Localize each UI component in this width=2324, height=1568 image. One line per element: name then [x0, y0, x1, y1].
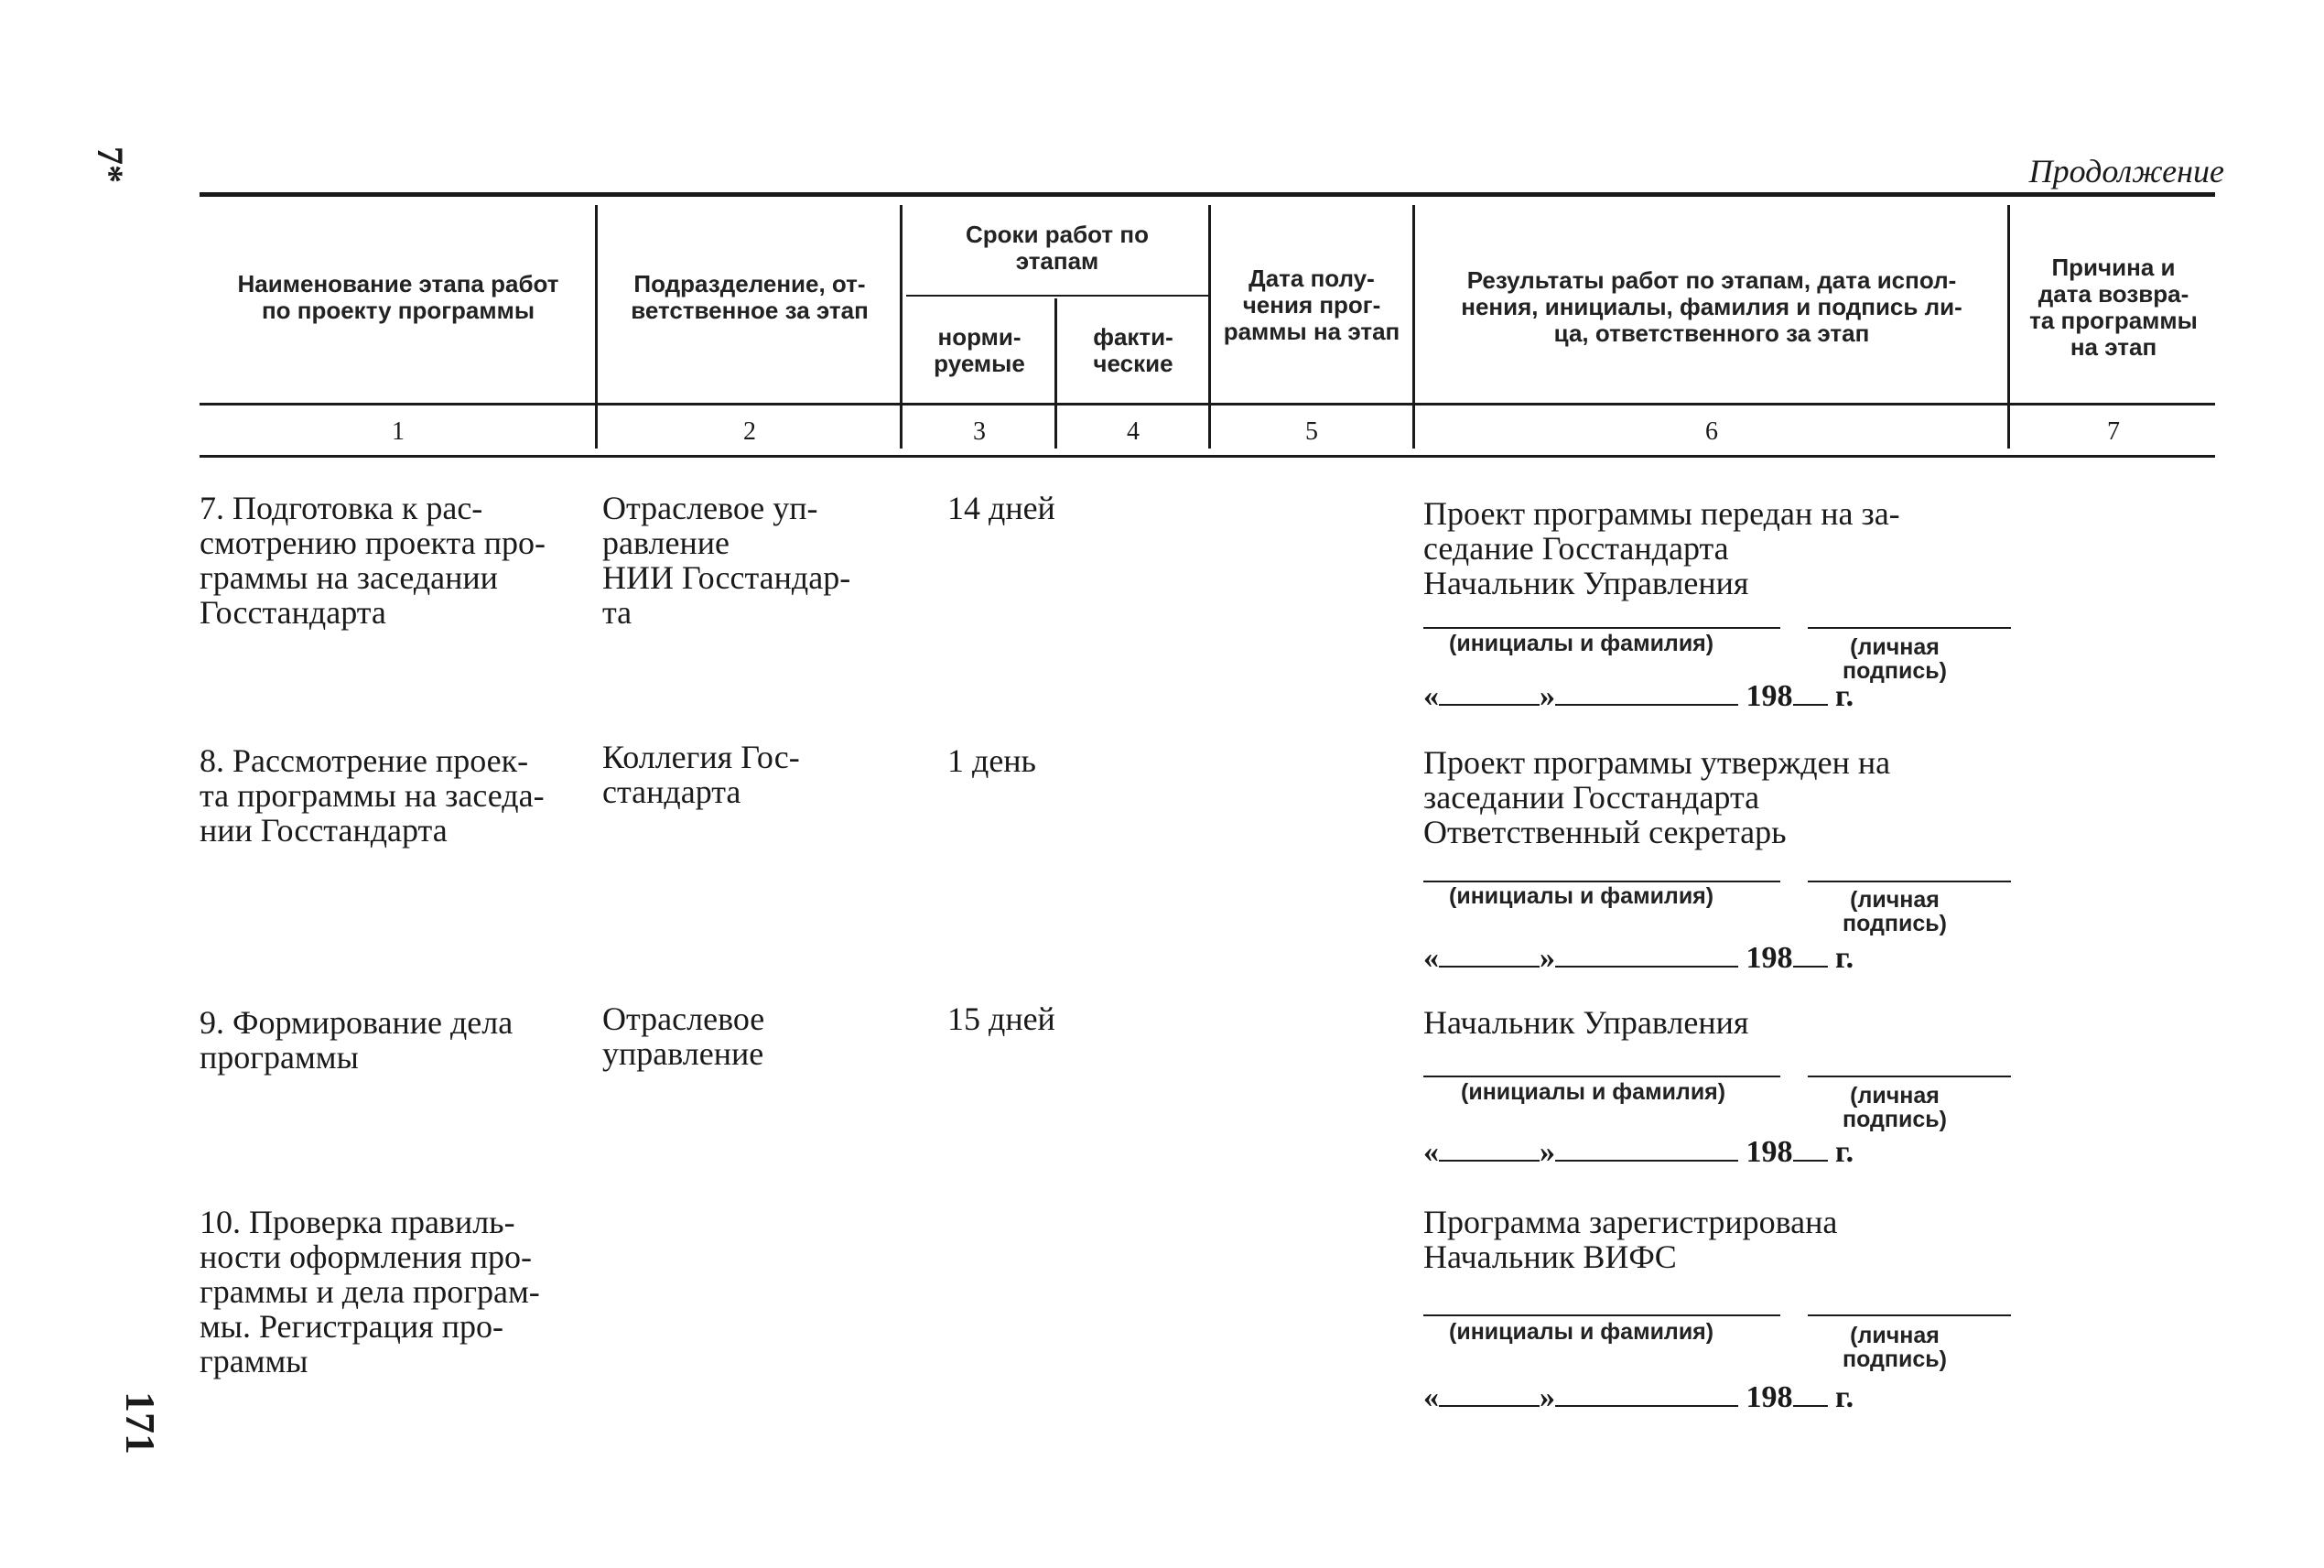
date-open-quote: « — [1423, 1380, 1439, 1414]
header-terms-group: Сроки работ по этапам — [966, 221, 1149, 275]
date-suffix: г. — [1835, 1380, 1854, 1414]
date-year: 198 — [1746, 679, 1793, 713]
responsible-department: Коллегия Гос- стандарта — [602, 739, 800, 810]
date-line — [1423, 1135, 1854, 1170]
signature-caption-name: (инициалы и фамилия) — [1449, 883, 1714, 909]
date-close-quote: » — [1540, 679, 1555, 713]
date-year: 198 — [1746, 1380, 1793, 1414]
signature-caption-sign: (личная подпись) — [1843, 1083, 1947, 1132]
header-results: Результаты работ по этапам, дата испол- нения, инициалы, фамилия и подпись ли- ца, ответственного за этап — [1461, 266, 1962, 347]
date-close-quote: » — [1540, 941, 1555, 975]
result-text: Проект программы передан на за- седание Госстандарта Начальник Управления — [1423, 495, 1900, 601]
signature-caption-sign: (личная подпись) — [1843, 634, 1947, 684]
date-close-quote: » — [1540, 1380, 1555, 1414]
column-number-7: 7 — [2107, 417, 2120, 446]
date-close-quote: » — [1540, 1135, 1555, 1169]
date-year: 198 — [1746, 1135, 1793, 1169]
column-number-5: 5 — [1305, 417, 1318, 446]
header-department: Подразделение, от- ветственное за этап — [631, 270, 869, 324]
date-open-quote: « — [1423, 679, 1439, 713]
date-open-quote: « — [1423, 1135, 1439, 1169]
signature-line-name — [1423, 881, 1780, 882]
header-receipt-date: Дата полу- чения прог- раммы на этап — [1223, 265, 1400, 345]
signature-caption-name: (инициалы и фамилия) — [1461, 1079, 1726, 1105]
norm-term: 1 день — [947, 742, 1036, 779]
col-divider-6 — [2007, 205, 2010, 449]
result-text: Проект программы утвержден на заседании Госстандарта Ответственный секретарь — [1423, 744, 1891, 850]
col-divider-5 — [1412, 205, 1415, 449]
header-return-reason: Причина и дата возвра- та программы на этап — [2029, 254, 2198, 361]
column-number-4: 4 — [1127, 417, 1140, 446]
norm-term: 15 дней — [947, 1000, 1055, 1037]
column-number-6: 6 — [1705, 417, 1718, 446]
signature-caption-sign: (личная подпись) — [1843, 1323, 1947, 1372]
continuation-label: Продолжение — [2028, 153, 2224, 189]
date-suffix: г. — [1835, 941, 1854, 975]
norm-term: 14 дней — [947, 490, 1055, 526]
date-suffix: г. — [1835, 679, 1854, 713]
header-bottom-rule — [200, 403, 2215, 406]
page-number: 171 — [117, 1391, 164, 1454]
date-suffix: г. — [1835, 1135, 1854, 1169]
signature-line-sign — [1808, 881, 2011, 882]
top-margin-mark: 7* — [90, 146, 131, 183]
signature-caption-name: (инициалы и фамилия) — [1449, 1319, 1714, 1345]
date-line — [1423, 941, 1854, 976]
result-text: Начальник Управления — [1423, 1004, 1749, 1041]
signature-caption-name: (инициалы и фамилия) — [1449, 631, 1714, 656]
column-number-3: 3 — [973, 417, 986, 446]
responsible-department: Отраслевое уп- равление НИИ Госстандар- та — [602, 490, 851, 631]
stage-name: 7. Подготовка к рас- смотрению проекта про- граммы на заседании Госстандарта — [200, 490, 546, 631]
header-stage-name: Наименование этапа работ по проекту программы — [237, 270, 559, 324]
date-line — [1423, 1380, 1854, 1415]
col-divider-3 — [1054, 298, 1057, 449]
signature-line-sign — [1808, 627, 2011, 629]
date-line — [1423, 679, 1854, 714]
group-rule — [906, 295, 1208, 297]
stage-name: 9. Формирование дела программы — [200, 1004, 513, 1076]
result-text: Программа зарегистрирована Начальник ВИФС — [1423, 1204, 1838, 1275]
col-divider-1 — [595, 205, 598, 449]
signature-line-sign — [1808, 1314, 2011, 1316]
signature-line-name — [1423, 627, 1780, 629]
col-divider-2 — [900, 205, 903, 449]
table-top-rule — [200, 192, 2215, 197]
signature-line-sign — [1808, 1076, 2011, 1077]
col-divider-4 — [1208, 205, 1211, 449]
column-number-1: 1 — [392, 417, 405, 446]
signature-line-name — [1423, 1314, 1780, 1316]
date-open-quote: « — [1423, 941, 1439, 975]
stage-name: 10. Проверка правиль- ности оформления про- граммы и дела програм- мы. Регистрация про- граммы — [200, 1204, 540, 1379]
column-number-2: 2 — [743, 417, 756, 446]
numbers-bottom-rule — [200, 455, 2215, 458]
date-year: 198 — [1746, 941, 1793, 975]
signature-line-name — [1423, 1076, 1780, 1077]
responsible-department: Отраслевое управление — [602, 1000, 765, 1072]
signature-caption-sign: (личная подпись) — [1843, 887, 1947, 936]
stage-name: 8. Рассмотрение проек- та программы на заседа- нии Госстандарта — [200, 742, 545, 849]
header-norm-terms: норми- руемые — [934, 323, 1025, 377]
header-actual-terms: факти- ческие — [1093, 323, 1173, 377]
